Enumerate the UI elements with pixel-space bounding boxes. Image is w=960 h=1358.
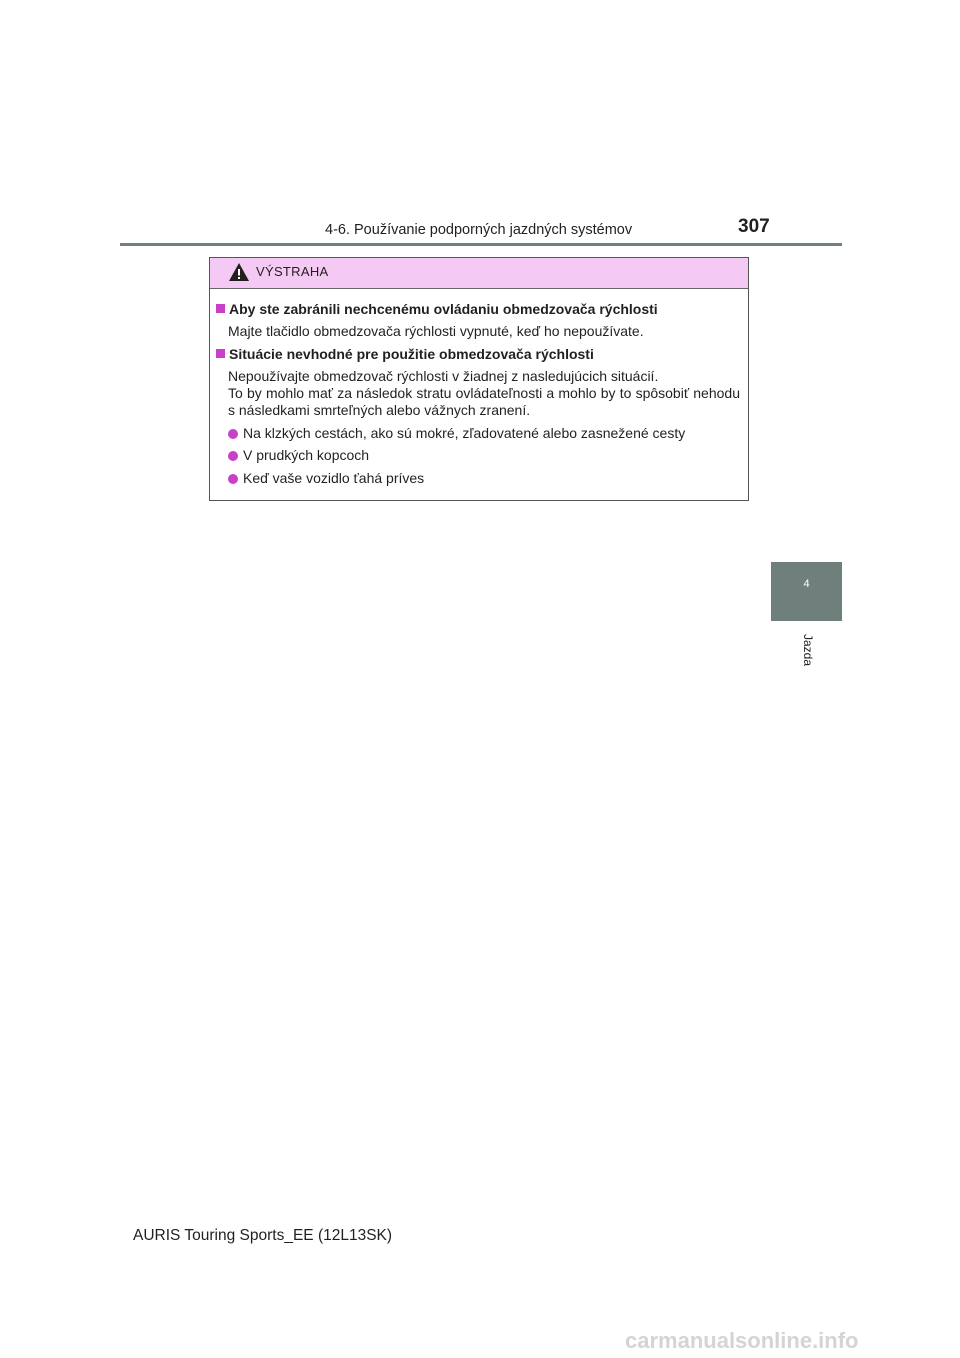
page-number: 307 xyxy=(738,216,770,237)
section-heading xyxy=(216,346,594,362)
square-bullet-icon xyxy=(216,349,225,358)
paragraph: Majte tlačidlo obmedzovača rýchlosti vypnuté, keď ho nepoužívate. xyxy=(228,323,644,339)
square-bullet-icon xyxy=(216,304,225,313)
chapter-tab xyxy=(771,562,842,621)
warning-header xyxy=(210,258,748,289)
warning-title: VÝSTRAHA xyxy=(256,264,329,279)
footer-model: AURIS Touring Sports_EE (12L13SK) xyxy=(133,1227,393,1244)
round-bullet-icon xyxy=(228,451,238,461)
section-title: 4-6. Používanie podporných jazdných systémov xyxy=(325,222,633,238)
watermark: carmanualsonline.info xyxy=(625,1328,859,1353)
list-item-text: V prudkých kopcoch xyxy=(243,447,370,463)
section-heading-text: Aby ste zabránili nechcenému ovládaniu obmedzovača rýchlosti xyxy=(229,301,658,317)
round-bullet-icon xyxy=(228,429,238,439)
round-bullet-icon xyxy=(228,474,238,484)
warning-triangle-icon xyxy=(228,262,250,282)
section-heading xyxy=(216,301,658,317)
header-rule xyxy=(120,243,842,246)
paragraph: Nepoužívajte obmedzovač rýchlosti v žiadnej z nasledujúcich situácií. xyxy=(228,368,659,384)
list-item xyxy=(228,425,685,441)
list-item-text: Keď vaše vozidlo ťahá príves xyxy=(243,470,425,486)
chapter-label: Jazda xyxy=(801,633,815,667)
list-item xyxy=(228,447,369,463)
section-heading-text: Situácie nevhodné pre použitie obmedzovača rýchlosti xyxy=(229,346,594,362)
warning-box xyxy=(209,257,749,501)
chapter-number: 4 xyxy=(803,578,810,590)
list-item xyxy=(228,470,424,486)
list-item-text: Na klzkých cestách, ako sú mokré, zľadovatené alebo zasnežené cesty xyxy=(243,425,686,441)
paragraph: To by mohlo mať za následok stratu ovládateľnosti a mohlo by to spôsobiť nehodu s následkami smrteľných alebo vážnych zranení. xyxy=(228,385,740,418)
